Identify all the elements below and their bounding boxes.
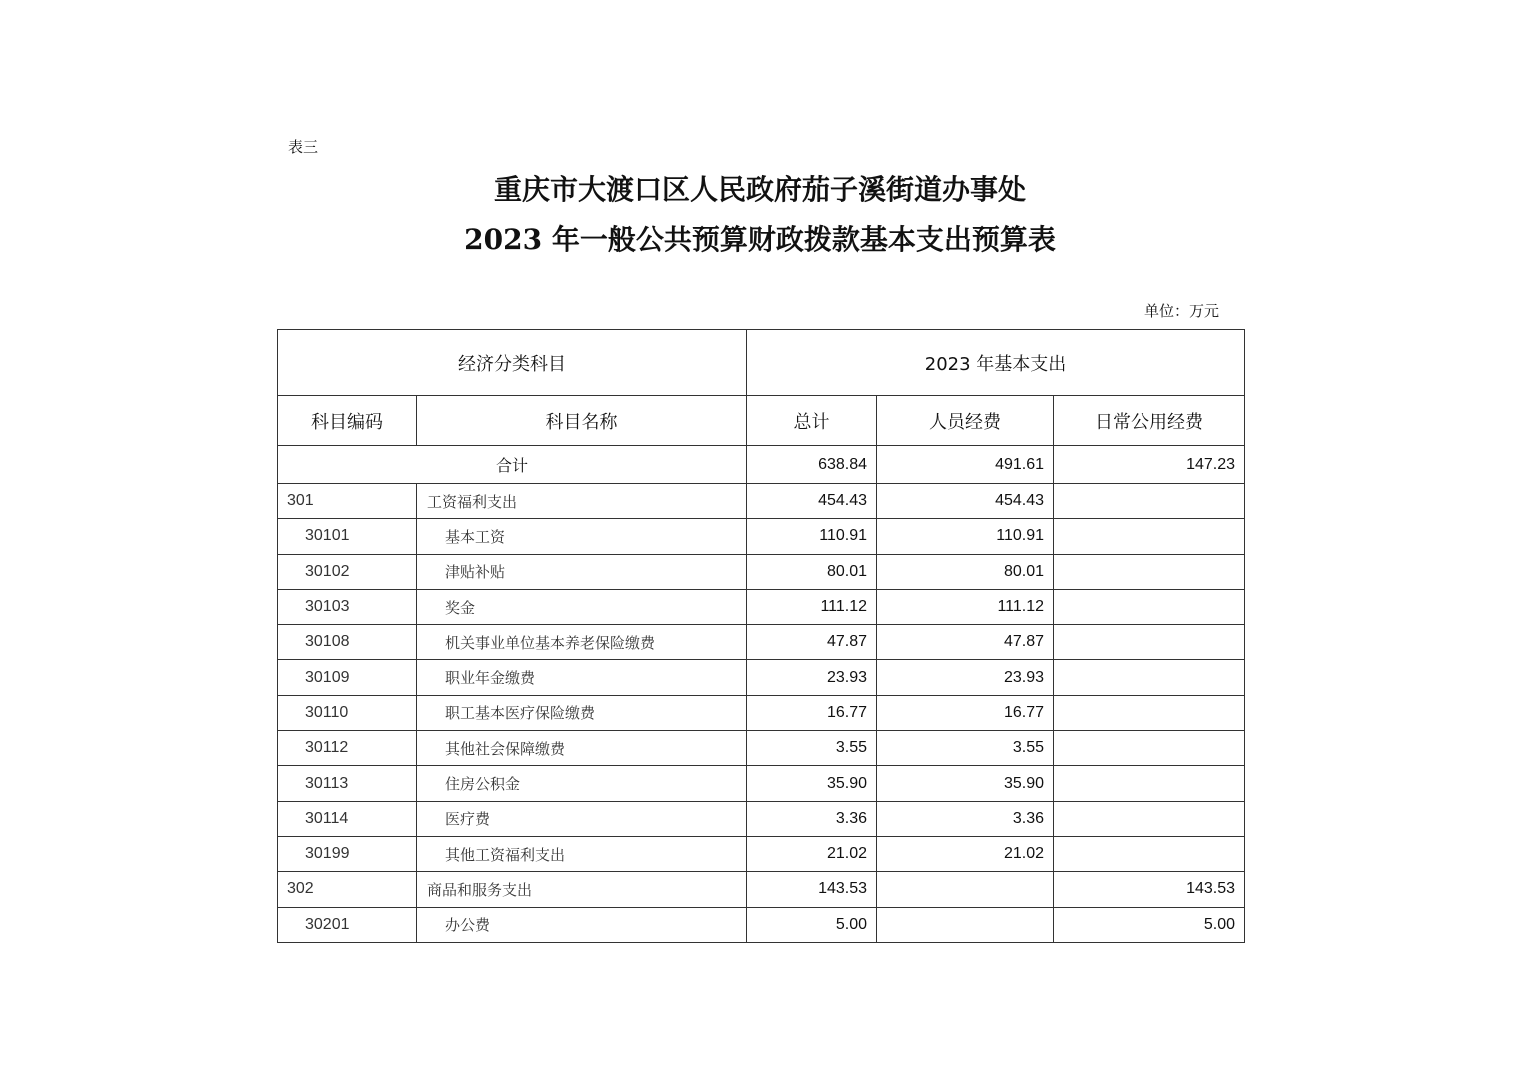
- code-cell: 30114: [278, 801, 417, 836]
- personnel-cell: 16.77: [877, 695, 1054, 730]
- name-cell: 住房公积金: [417, 766, 747, 801]
- group-header-basic-expenditure: 2023 年基本支出: [747, 330, 1245, 396]
- public-cell: 147.23: [1054, 446, 1245, 484]
- total-cell: 5.00: [747, 907, 877, 942]
- code-cell: 30112: [278, 731, 417, 766]
- total-cell: 35.90: [747, 766, 877, 801]
- name-cell: 奖金: [417, 589, 747, 624]
- code-cell: 30110: [278, 695, 417, 730]
- personnel-cell: 3.36: [877, 801, 1054, 836]
- name-cell: 基本工资: [417, 519, 747, 554]
- column-header-code: 科目编码: [278, 396, 417, 446]
- public-cell: [1054, 801, 1245, 836]
- total-cell: 638.84: [747, 446, 877, 484]
- personnel-cell: 35.90: [877, 766, 1054, 801]
- name-cell: 其他工资福利支出: [417, 836, 747, 871]
- public-cell: [1054, 766, 1245, 801]
- name-cell: 机关事业单位基本养老保险缴费: [417, 625, 747, 660]
- budget-table: [277, 329, 1245, 943]
- public-cell: [1054, 731, 1245, 766]
- personnel-cell: 23.93: [877, 660, 1054, 695]
- name-cell: 津贴补贴: [417, 554, 747, 589]
- column-header-total: 总计: [747, 396, 877, 446]
- personnel-cell: [877, 872, 1054, 907]
- table-row: [278, 731, 1245, 766]
- total-cell: 3.36: [747, 801, 877, 836]
- table-row: [278, 801, 1245, 836]
- personnel-cell: 21.02: [877, 836, 1054, 871]
- public-cell: [1054, 589, 1245, 624]
- personnel-cell: [877, 907, 1054, 942]
- table-row: [278, 695, 1245, 730]
- public-cell: 5.00: [1054, 907, 1245, 942]
- name-cell: 其他社会保障缴费: [417, 731, 747, 766]
- public-cell: [1054, 554, 1245, 589]
- total-cell: 80.01: [747, 554, 877, 589]
- code-cell: 30201: [278, 907, 417, 942]
- column-header-personnel: 人员经费: [877, 396, 1054, 446]
- code-cell: 30102: [278, 554, 417, 589]
- total-label: 合计: [278, 446, 747, 484]
- personnel-cell: 3.55: [877, 731, 1054, 766]
- name-cell: 医疗费: [417, 801, 747, 836]
- table-row: [278, 872, 1245, 907]
- document-title-line1: 重庆市大渡口区人民政府茄子溪街道办事处: [493, 173, 1026, 206]
- personnel-cell: 110.91: [877, 519, 1054, 554]
- name-cell: 办公费: [417, 907, 747, 942]
- name-cell: 工资福利支出: [417, 484, 747, 519]
- code-cell: 302: [278, 872, 417, 907]
- code-cell: 301: [278, 484, 417, 519]
- public-cell: [1054, 519, 1245, 554]
- name-cell: 职工基本医疗保险缴费: [417, 695, 747, 730]
- public-cell: [1054, 660, 1245, 695]
- column-header-public: 日常公用经费: [1054, 396, 1245, 446]
- public-cell: 143.53: [1054, 872, 1245, 907]
- table-row: [278, 907, 1245, 942]
- total-row: [278, 446, 1245, 484]
- table-row: [278, 519, 1245, 554]
- personnel-cell: 454.43: [877, 484, 1054, 519]
- code-cell: 30108: [278, 625, 417, 660]
- table-row: [278, 766, 1245, 801]
- personnel-cell: 111.12: [877, 589, 1054, 624]
- column-header-name: 科目名称: [417, 396, 747, 446]
- total-cell: 47.87: [747, 625, 877, 660]
- public-cell: [1054, 836, 1245, 871]
- total-cell: 454.43: [747, 484, 877, 519]
- name-cell: 职业年金缴费: [417, 660, 747, 695]
- total-cell: 111.12: [747, 589, 877, 624]
- table-row: [278, 660, 1245, 695]
- public-cell: [1054, 695, 1245, 730]
- public-cell: [1054, 484, 1245, 519]
- table-row: [278, 484, 1245, 519]
- table-row: [278, 589, 1245, 624]
- personnel-cell: 47.87: [877, 625, 1054, 660]
- personnel-cell: 491.61: [877, 446, 1054, 484]
- code-cell: 30109: [278, 660, 417, 695]
- total-cell: 16.77: [747, 695, 877, 730]
- personnel-cell: 80.01: [877, 554, 1054, 589]
- total-cell: 21.02: [747, 836, 877, 871]
- code-cell: 30101: [278, 519, 417, 554]
- unit-label: 单位：万元: [1144, 302, 1220, 320]
- total-cell: 110.91: [747, 519, 877, 554]
- group-header-economic-classification: 经济分类科目: [278, 330, 747, 396]
- name-cell: 商品和服务支出: [417, 872, 747, 907]
- table-row: [278, 836, 1245, 871]
- code-cell: 30113: [278, 766, 417, 801]
- code-cell: 30103: [278, 589, 417, 624]
- table-row: [278, 554, 1245, 589]
- total-cell: 143.53: [747, 872, 877, 907]
- public-cell: [1054, 625, 1245, 660]
- document-title-line2: 2023 年一般公共预算财政拨款基本支出预算表: [464, 223, 1056, 256]
- table-number-label: 表三: [288, 138, 319, 156]
- total-cell: 3.55: [747, 731, 877, 766]
- code-cell: 30199: [278, 836, 417, 871]
- total-cell: 23.93: [747, 660, 877, 695]
- table-row: [278, 625, 1245, 660]
